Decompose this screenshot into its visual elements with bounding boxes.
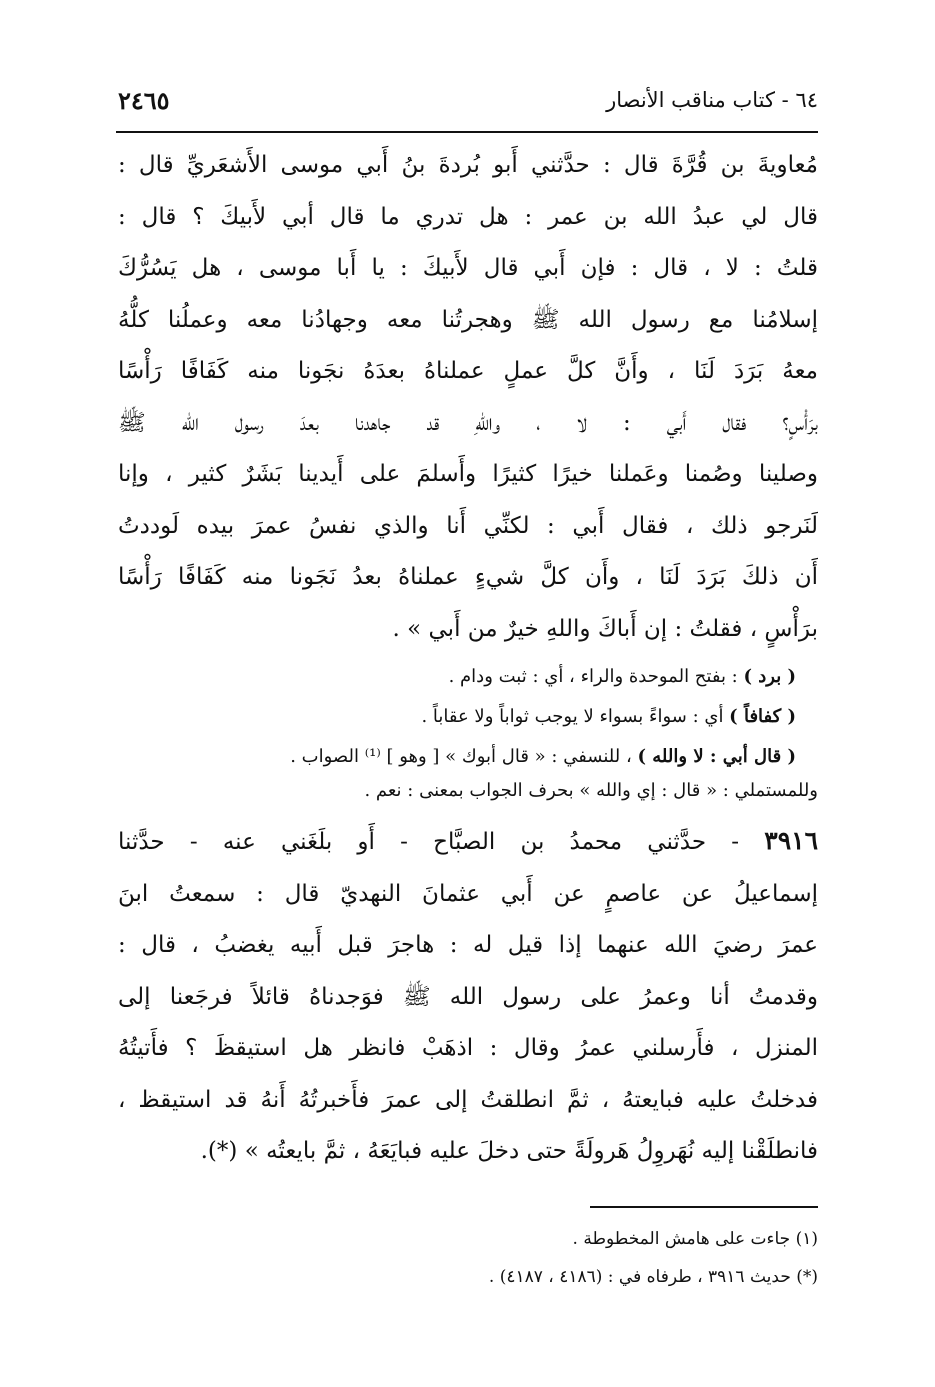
text-line: مُعاويةَ بن قُرَّةَ قال : حدَّثني أَبو بُردةَ بنُ أَبي موسى الأَشعَريِّ قال : — [118, 152, 818, 178]
footnote-rule — [590, 1206, 818, 1208]
note-line: وللمستملي : « قال : إي والله » بحرف الجواب بمعنى : نعم . — [364, 780, 818, 801]
running-title: ٦٤ - كتاب مناقب الأنصار — [606, 88, 818, 112]
text-line: برَأْسٍ؟ فقال أَبي : لا ، واللهِ قد جاهدنا بعدَ رسول الله ﷺ — [118, 409, 818, 436]
text-line: إسلامُنا مع رسول الله ﷺ وهجرتُنا معه وجهادُنا معه وعملُنا كلُّهُ — [118, 306, 818, 333]
text-line: فانطلَقْنا إليه نُهَروِلُ هَرولَةً حتى دخلَ عليه فبايَعَهُ ، ثمَّ بايعتُه » (*). — [200, 1138, 818, 1164]
note-term: ( برد ) — [743, 666, 796, 687]
footnote-2: (*) حديث ٣٩١٦ ، طرفاه في : (٤١٨٦ ، ٤١٨٧) . — [488, 1267, 818, 1287]
footnote-1: (١) جاءت على هامش المخطوطة . — [572, 1229, 818, 1249]
note-text: : بفتح الموحدة والراء ، أي : ثبت ودام . — [448, 666, 744, 687]
main-text — [118, 140, 818, 1178]
paragraph-1 — [118, 140, 818, 655]
hadith-number: ٣٩١٦ — [764, 826, 818, 855]
text-line: المنزل ، فأَرسلني عمرُ وقال : اذهَبْ فانظر هل استيقظَ ؟ فأَتيتُهُ — [118, 1035, 818, 1061]
note-text: ، للنسفي : « قال أبوك » [ وهو ] ⁽¹⁾ الصواب . — [290, 746, 638, 767]
note-term: ( كفافاً ) — [729, 706, 796, 727]
note-line — [118, 657, 796, 697]
text-line: لَنَرجو ذلك ، فقال أَبي : لكنِّي أَنا والذي نفسُ عمرَ بيده لَوددتُ — [118, 512, 818, 539]
note-term: ( قال أبي : لا والله ) — [637, 746, 796, 767]
page-number: ٢٤٦٥ — [118, 86, 170, 115]
text-line: وصلينا وصُمنا وعَملنا خيرًا كثيرًا وأَسلمَ على أَيدينا بَشَرٌ كثير ، وإنا — [118, 461, 818, 487]
text-line: قال لي عبدُ الله بن عمر : هل تدري ما قال أبي لأَبيكَ ؟ قال : — [118, 203, 818, 230]
text-line: قلتُ : لا ، قال : فإن أَبي قال لأَبيكَ : يا أَبا موسى ، هل يَسُرُّكَ — [118, 255, 818, 281]
text-line — [118, 815, 818, 869]
note-line — [118, 697, 796, 737]
footnotes — [118, 1220, 818, 1296]
text-line: فدخلتُ عليه فبايعتهُ ، ثمَّ انطلقتُ إلى عمرَ فأَخبرتُهُ أَنهُ قد استيقظ ، — [118, 1086, 818, 1113]
text-line-rest: - حدَّثني محمدُ بن الصبَّاح - أَو بلَغَني عنه - حدَّثنا — [118, 829, 765, 855]
text-line: وقدمتُ أنا وعمرُ على رسول الله ﷺ فوَجدناهُ قائلاً فرجَعنا إلى — [118, 983, 818, 1010]
text-line: عمرَ رضيَ الله عنهما إذا قيل له : هاجرَ قبل أَبيه يغضبُ ، قال : — [118, 932, 818, 958]
text-line: برَأْسٍ ، فقلتُ : إن أَباكَ واللهِ خيرٌ من أَبي » . — [392, 615, 818, 642]
page-header — [118, 86, 818, 126]
header-rule — [116, 131, 818, 133]
text-line: إسماعيلُ عن عاصمٍ عن أَبي عثمانَ النهديّ قال : سمعتُ ابنَ — [118, 880, 818, 907]
commentary-notes — [118, 657, 818, 777]
paragraph-2 — [118, 815, 818, 1178]
note-text: أي : سواءً بسواء لا يوجب ثواباً ولا عقاباً . — [421, 706, 730, 727]
text-line: معهُ بَرَدَ لَنَا ، وأَنَّ كلَّ عملٍ عملناهُ بعدَهُ نجَونا منه كَفَافًا رَأْسًا — [118, 358, 818, 384]
commentary-notes-continued — [118, 771, 818, 811]
text-line: أَن ذلكَ بَرَدَ لَنَا ، وأَن كلَّ شيءٍ عملناهُ بعدُ نَجَونا منه كَفَافًا رَأْسًا — [118, 564, 818, 590]
